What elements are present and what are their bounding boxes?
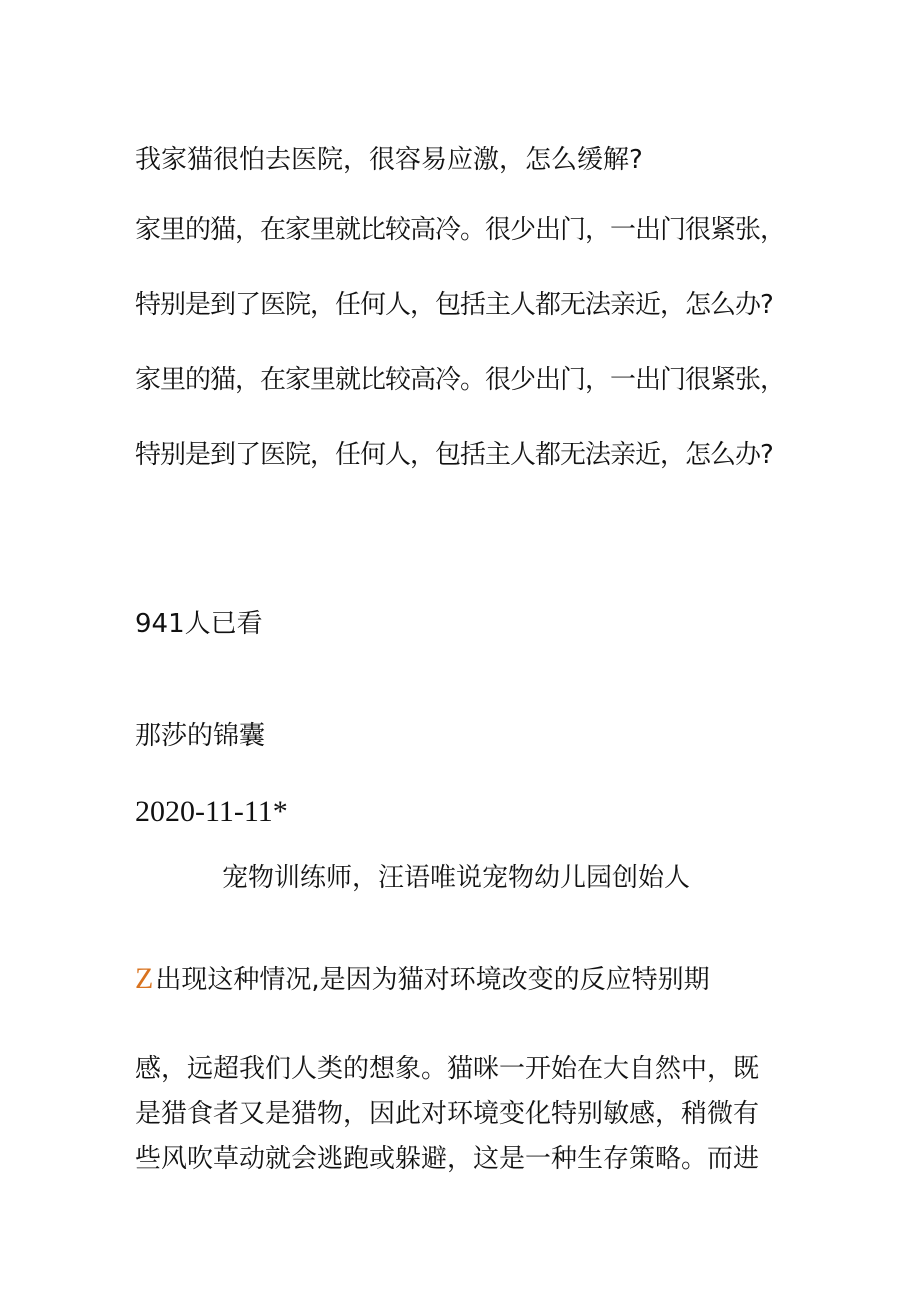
answer-first-line (135, 963, 710, 996)
question-detail-line-2: 特别是到了医院，任何人，包括主人都无法亲近，怎么办? (135, 290, 773, 320)
question-detail-line-1: 家里的猫，在家里就比较高冷。很少出门，一出门很紧张， (135, 215, 786, 245)
view-count: 941人已看 (135, 609, 263, 639)
post-date: 2020-11-11* (135, 795, 288, 828)
answer-line-3: 些风吹草动就会逃跑或躲避，这是一种生存策略。而进 (135, 1144, 760, 1174)
author-title: 宠物训练师，汪语唯说宠物幼儿园创始人 (222, 863, 691, 893)
answer-line-2: 是猎食者又是猎物，因此对环境变化特别敏感，稍微有 (135, 1099, 760, 1129)
answer-line-1: 感，远超我们人类的想象。猫咪一开始在大自然中，既 (135, 1054, 760, 1084)
answer-first-line-text: 出现这种情况,是因为猫对环境改变的反应特别期 (155, 965, 710, 995)
author-name: 那莎的锦囊 (135, 721, 266, 751)
question-detail-line-4: 特别是到了医院，任何人，包括主人都无法亲近，怎么办? (135, 440, 773, 470)
answer-marker: Z (135, 962, 154, 995)
question-detail-line-3: 家里的猫，在家里就比较高冷。很少出门，一出门很紧张， (135, 365, 786, 395)
question-title: 我家猫很怕去医院，很容易应激，怎么缓解? (135, 145, 643, 175)
